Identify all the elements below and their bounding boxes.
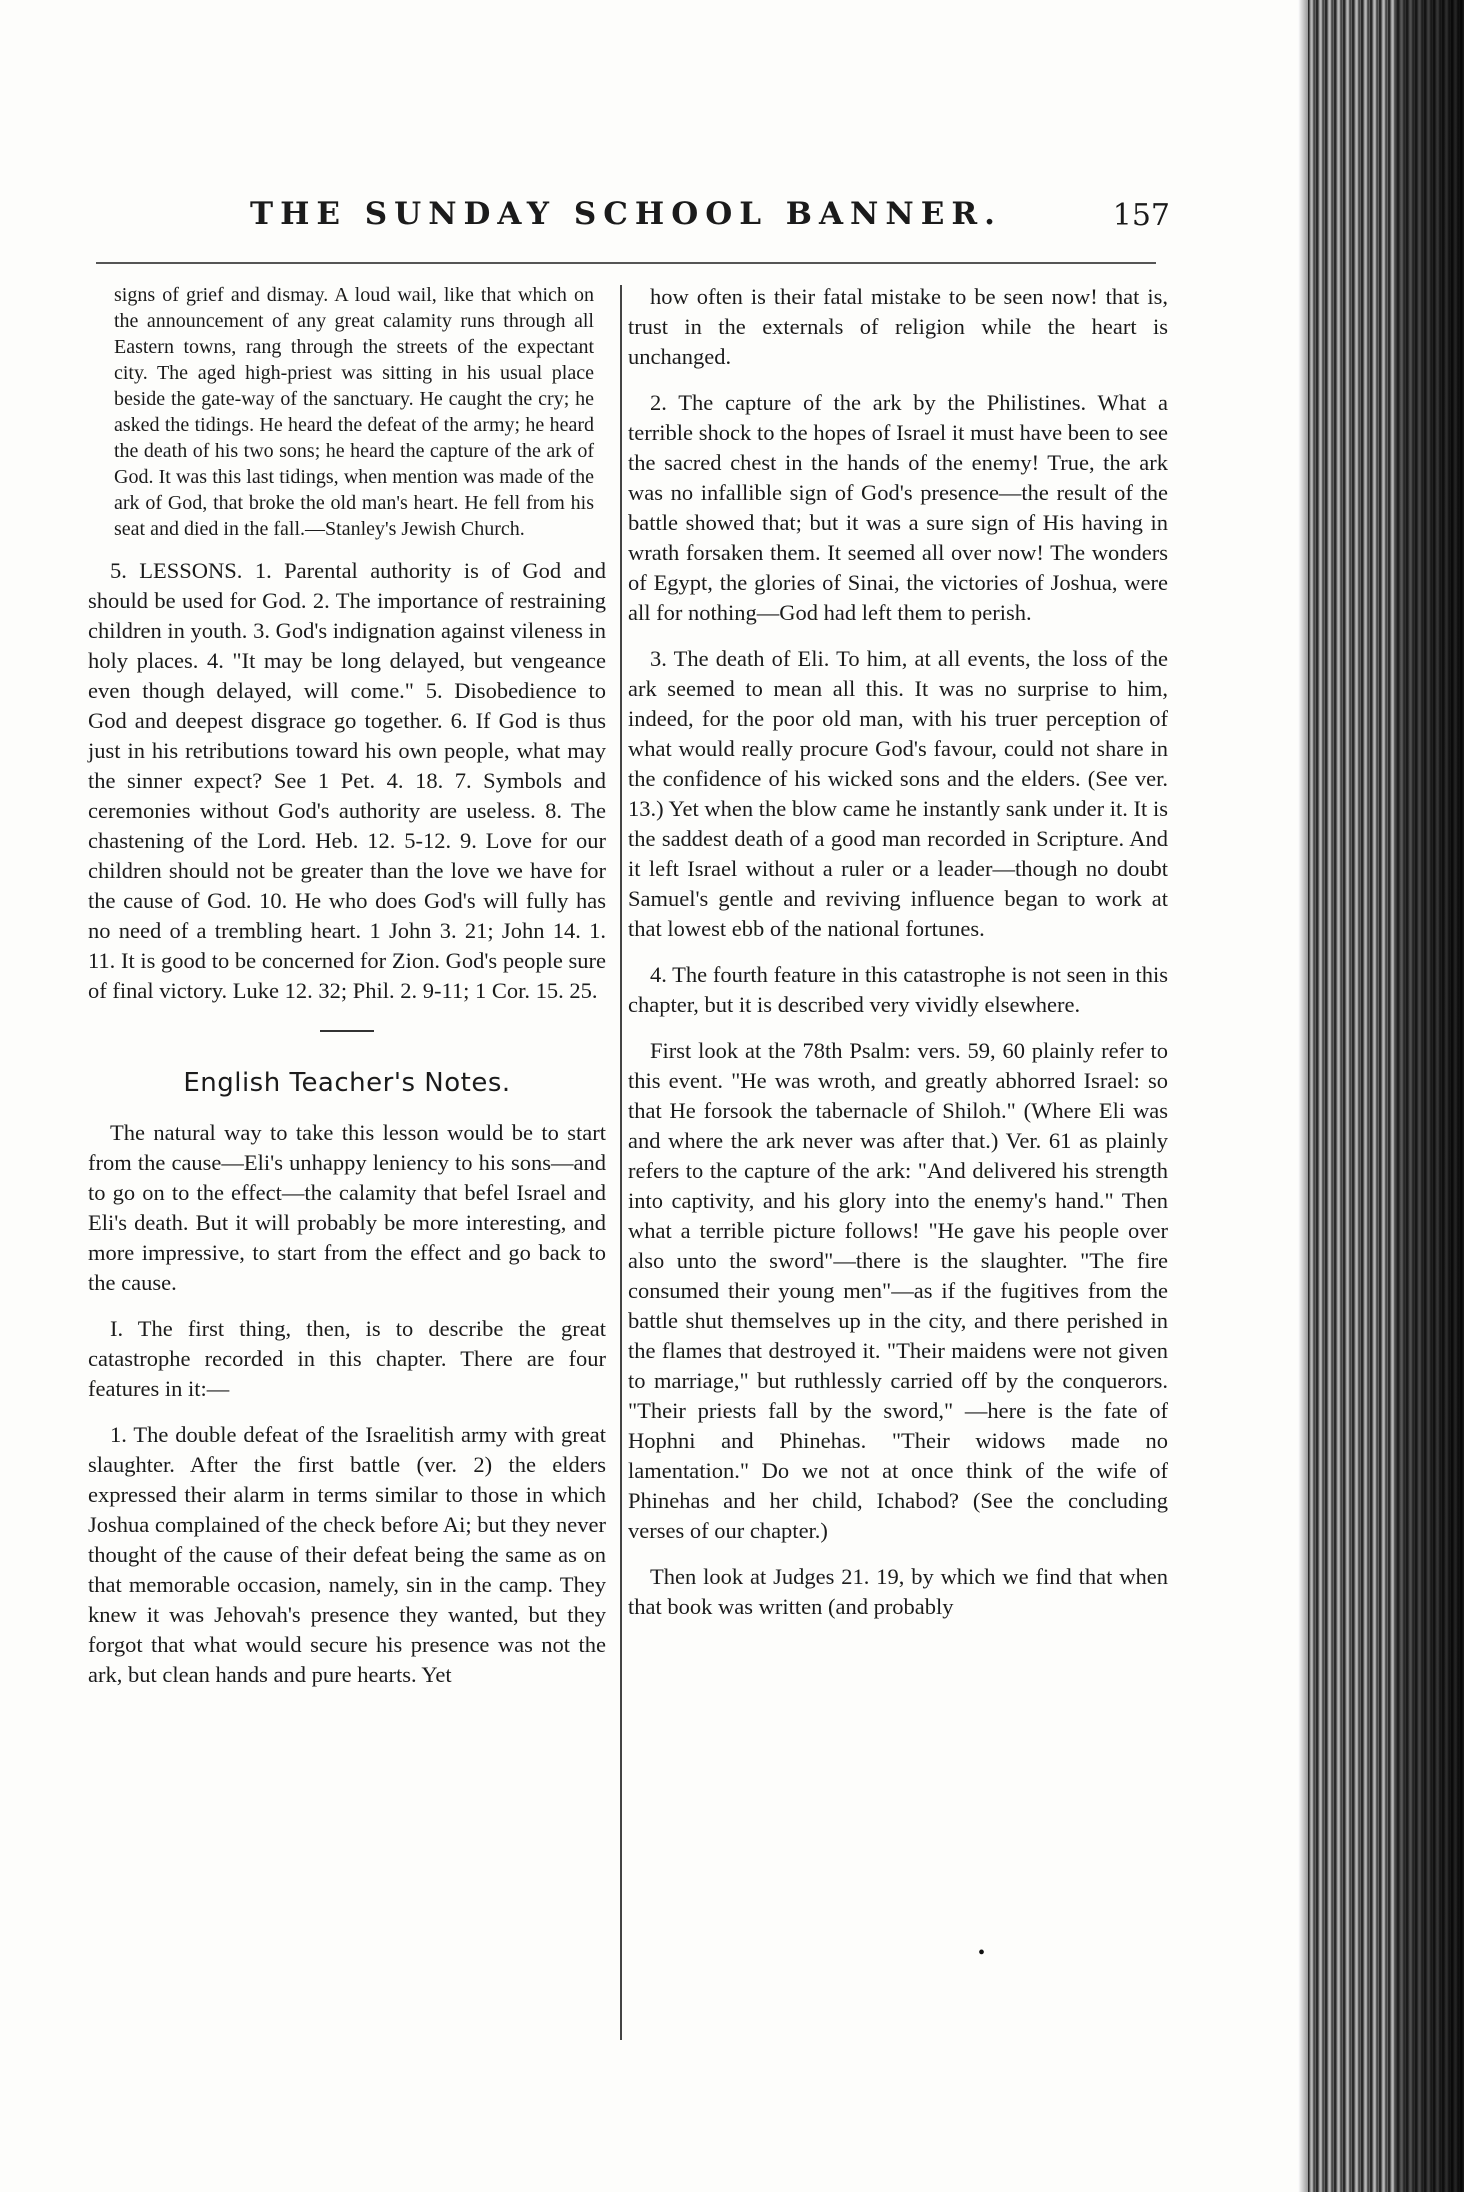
body-paragraph: First look at the 78th Psalm: vers. 59, 60 plainly refer to this event. "He was wroth, and greatly abhorred Israel: so that He forsook the tabernacle of Shiloh." (Where Eli was and where the ark never was after that.) Ver. 61 as plainly refers to the capture of the ark: "And delivered his strength into captivity, and his glory into the enemy's hand." Then what a terrible picture follows! "He gave his people over also unto the sword"—there is the slaughter. "The fire consumed their young men"—as if the fugitives from the battle shut themselves up in the city, and there perished in the flames that destroyed it. "Their maidens were not given to marriage," but ruthlessly carried off by the conquerors. "Their priests fall by the sword," —here is the fate of Hophni and Phinehas. "Their widows made no lamentation." Do we not at once think of the wife of Phinehas and her child, Ichabod? (See the concluding verses of our chapter.) (628, 1038, 1168, 1543)
body-paragraph: 3. The death of Eli. To him, at all events, the loss of the ark seemed to mean all this. It was no surprise to him, indeed, for the poor old man, with his truer perception of what would really procure God's favour, could not share in the confidence of his wicked sons and the elders. (See ver. 13.) Yet when the blow came he instantly sank under it. It is the saddest death of a good man recorded in Scripture. And it left Israel without a ruler or a leader—though no doubt Samuel's gentle and reviving influence began to work at that lowest ebb of the national fortunes. (628, 646, 1168, 941)
quoted-passage: signs of grief and dismay. A loud wail, like that which on the announcement of any great calamity runs through all Eastern towns, rang through the streets of the expectant city. The aged high-priest was sitting in his usual place beside the gate-way of the sanctuary. He caught the cry; he asked the tidings. He heard the defeat of the army; he heard the death of his two sons; he heard the capture of the ark of God. It was this last tidings, when mention was made of the ark of God, that broke the old man's heart. He fell from his seat and died in the fall.—Stanley's Jewish Church. (114, 284, 594, 540)
lessons-paragraph: 5. LESSONS. 1. Parental authority is of God and should be used for God. 2. The importance of restraining children in youth. 3. God's indignation against vileness in holy places. 4. "It may be long delayed, but vengeance even though delayed, will come." 5. Disobedience to God and deepest disgrace go together. 6. If God is thus just in his retributions toward his own people, what may the sinner expect? See 1 Pet. 4. 18. 7. Symbols and ceremonies without God's authority are useless. 8. The chastening of the Lord. Heb. 12. 5-12. 9. Love for our children should not be greater than the love we have for the cause of God. 10. He who does God's will fully has no need of a trembling heart. 1 John 3. 21; John 14. 1. 11. It is good to be concerned for Zion. God's people sure of final victory. Luke 12. 32; Phil. 2. 9-11; 1 Cor. 15. 25. (88, 558, 606, 1003)
page-header (90, 196, 1170, 246)
body-paragraph: 4. The fourth feature in this catastrophe is not seen in this chapter, but it is described very vividly elsewhere. (628, 962, 1168, 1017)
body-paragraph: I. The first thing, then, is to describe the great catastrophe recorded in this chapter. There are four features in it:— (88, 1316, 606, 1401)
running-title: THE SUNDAY SCHOOL BANNER. (250, 196, 1002, 232)
ink-speck: • (978, 1942, 986, 1964)
section-separator (320, 1030, 374, 1032)
right-column (628, 282, 1168, 1638)
left-column (88, 282, 606, 1706)
body-paragraph: Then look at Judges 21. 19, by which we find that when that book was written (and probably (628, 1564, 1168, 1619)
header-rule (96, 262, 1156, 264)
binding-shadow (1396, 0, 1464, 2192)
body-paragraph: 1. The double defeat of the Israelitish army with great slaughter. After the first battle (ver. 2) the elders expressed their alarm in terms similar to those in which Joshua complained of the check before Ai; but they never thought of the cause of their defeat being the same as on that memorable occasion, namely, sin in the camp. They knew it was Jehovah's presence they wanted, but they forgot that what would secure his presence was not the ark, but clean hands and pure hearts. Yet (88, 1422, 606, 1687)
section-heading: English Teacher's Notes. (183, 1068, 511, 1098)
body-paragraph: The natural way to take this lesson would be to start from the cause—Eli's unhappy leniency to his sons—and to go on to the effect—the calamity that befel Israel and Eli's death. But it will probably be more interesting, and more impressive, to start from the effect and go back to the cause. (88, 1120, 606, 1295)
page-number: 157 (1112, 198, 1170, 233)
page-edge-shadow (1298, 0, 1308, 2192)
body-paragraph: 2. The capture of the ark by the Philistines. What a terrible shock to the hopes of Israel it must have been to see the sacred chest in the hands of the enemy! True, the ark was no infallible sign of God's presence—the result of the battle showed that; but it was a sure sign of His having in wrath forsaken them. It seemed all over now! The wonders of Egypt, the glories of Sinai, the victories of Joshua, were all for nothing—God had left them to perish. (628, 390, 1168, 625)
column-divider (620, 285, 622, 2040)
body-paragraph: how often is their fatal mistake to be seen now! that is, trust in the externals of religion while the heart is unchanged. (628, 284, 1168, 369)
